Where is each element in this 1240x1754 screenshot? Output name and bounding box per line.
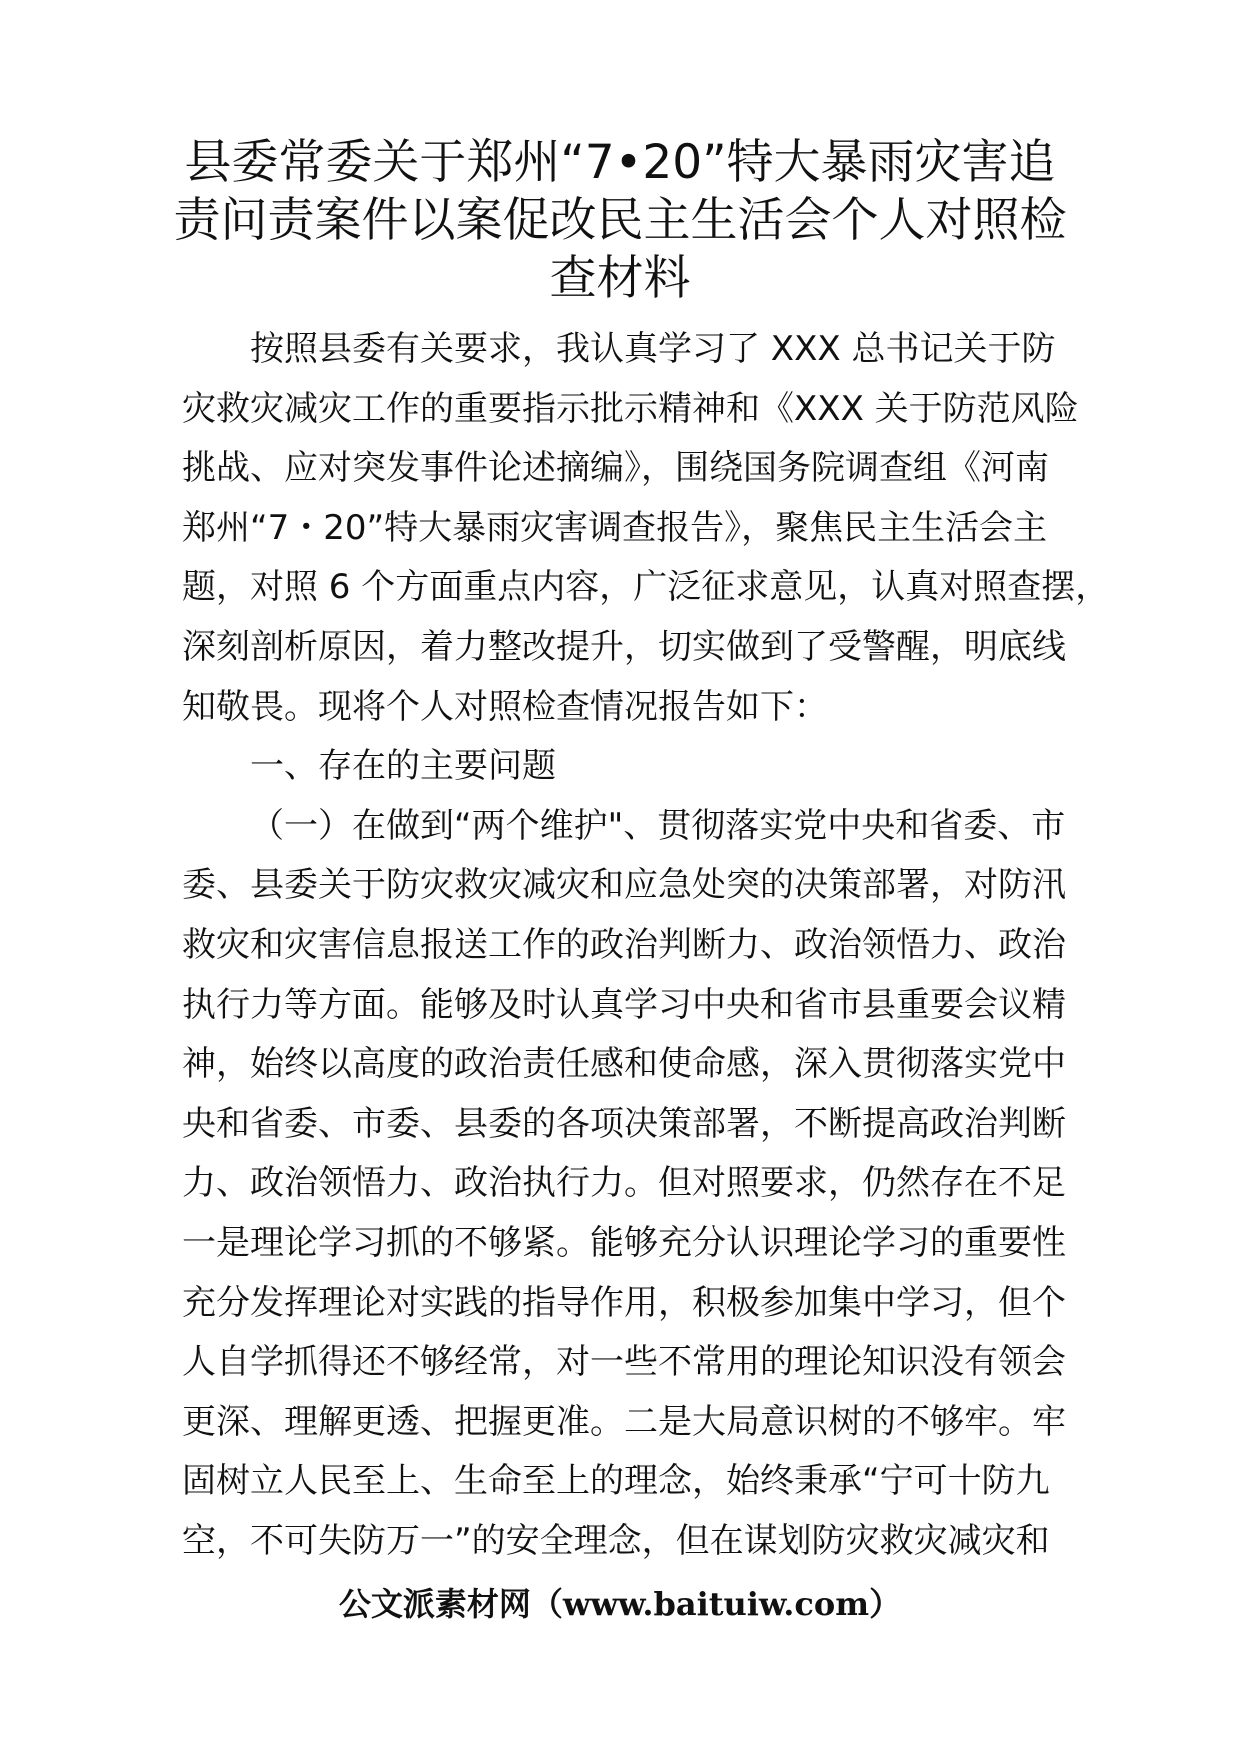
body-line: 救灾和灾害信息报送工作的政治判断力、政治领悟力、政治 xyxy=(182,924,1066,965)
body-line: 深刻剖析原因，着力整改提升，切实做到了受警醒，明底线 xyxy=(182,626,1066,667)
body-line: 空，不可失防万一”的安全理念，但在谋划防灾救灾减灾和 xyxy=(182,1520,1050,1561)
body-line: 充分发挥理论对实践的指导作用，积极参加集中学习，但个 xyxy=(182,1282,1066,1323)
title-line: 责问责案件以案促改民主生活会个人对照检 xyxy=(173,193,1067,248)
body-line: 挑战、应对突发事件论述摘编》，围绕国务院调查组《河南 xyxy=(182,448,1049,489)
body-line: 委、县委关于防灾救灾减灾和应急处突的决策部署，对防汛 xyxy=(182,865,1066,906)
body-line: 更深、理解更透、把握更准。二是大局意识树的不够牢。牢 xyxy=(182,1401,1066,1442)
title-line: 查材料 xyxy=(549,251,691,306)
section-heading: 一、存在的主要问题 xyxy=(250,746,556,787)
body-line: 神，始终以高度的政治责任感和使命感，深入贯彻落实党中 xyxy=(182,1044,1066,1085)
body-line: 知敬畏。现将个人对照检查情况报告如下： xyxy=(182,686,828,727)
body-line: 郑州“7・20”特大暴雨灾害调查报告》，聚焦民主生活会主 xyxy=(182,507,1048,548)
document-body xyxy=(182,320,1110,1571)
body-line: 一是理论学习抓的不够紧。能够充分认识理论学习的重要性 xyxy=(182,1222,1066,1263)
body-line: 力、政治领悟力、政治执行力。但对照要求，仍然存在不足 xyxy=(182,1163,1066,1204)
body-line: 固树立人民至上、生命至上的理念，始终秉承“宁可十防九 xyxy=(182,1461,1050,1502)
title-line: 县委常委关于郑州“7•20”特大暴雨灾害追 xyxy=(184,135,1056,190)
document-title xyxy=(150,134,1090,308)
body-line: 人自学抓得还不够经常，对一些不常用的理论知识没有领会 xyxy=(182,1342,1066,1383)
subsection-heading: （一）在做到“两个维护"、贯彻落实党中央和省委、市 xyxy=(250,805,1066,846)
footer-source: 公文派素材网（www.baituiw.com） xyxy=(338,1585,902,1623)
body-line: 央和省委、市委、县委的各项决策部署，不断提高政治判断 xyxy=(182,1103,1066,1144)
body-line: 题，对照 6 个方面重点内容，广泛征求意见，认真对照查摆， xyxy=(182,567,1110,608)
body-line: 按照县委有关要求，我认真学习了 XXX 总书记关于防 xyxy=(250,329,1056,369)
body-line: 灾救灾减灾工作的重要指示批示精神和《XXX 关于防范风险 xyxy=(182,388,1079,429)
body-line: 执行力等方面。能够及时认真学习中央和省市县重要会议精 xyxy=(182,984,1066,1025)
